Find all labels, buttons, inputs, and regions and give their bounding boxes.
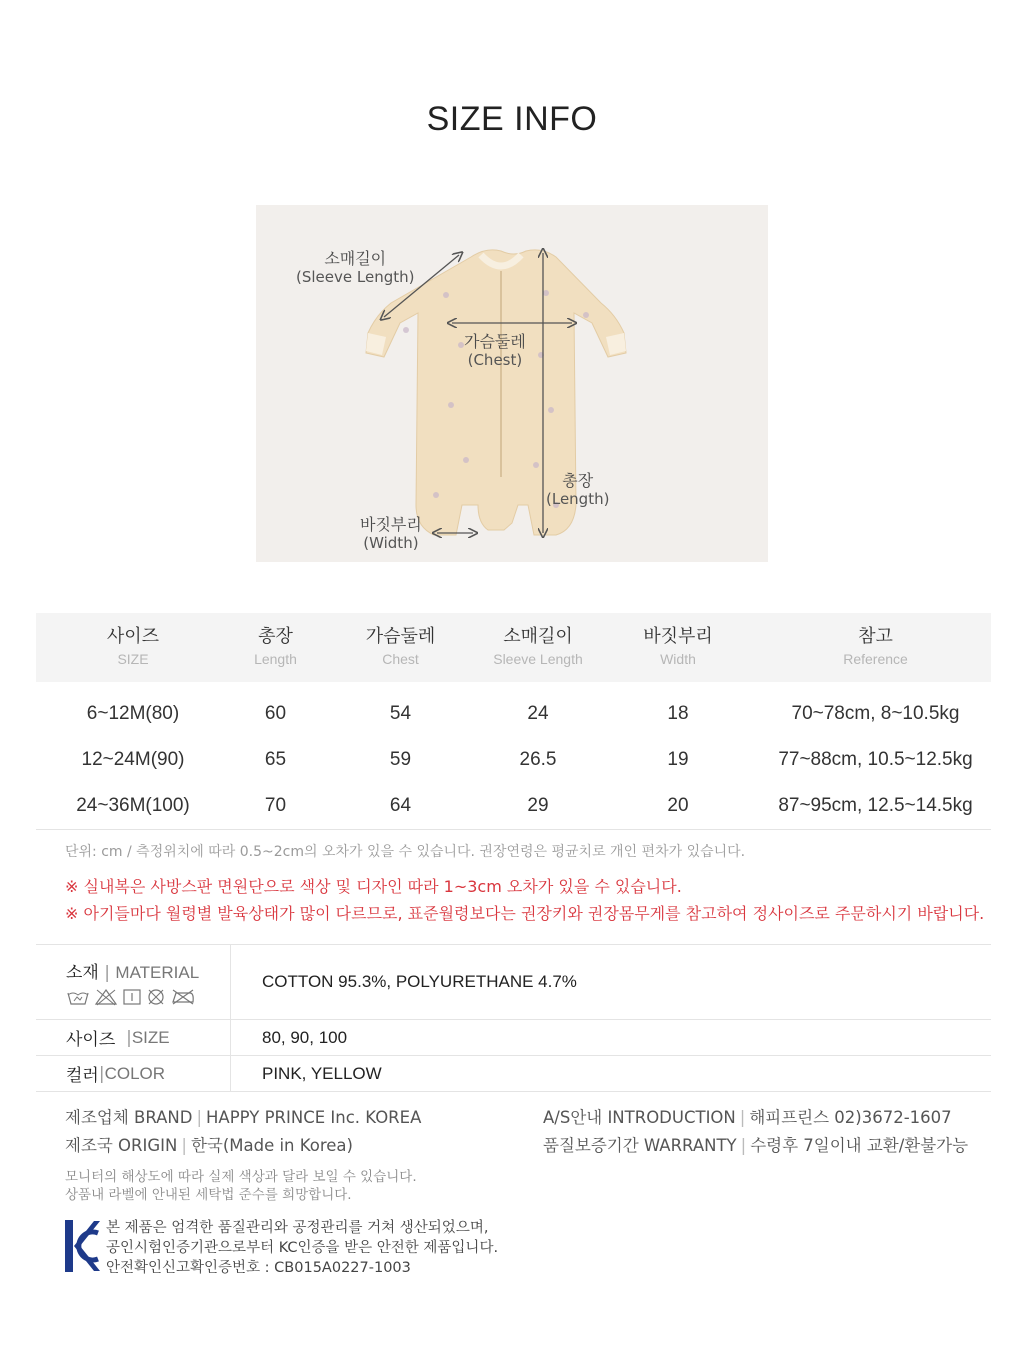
cell-chest: 64: [389, 795, 412, 816]
unit-note: 단위: cm / 측정위치에 따라 0.5~2cm의 오차가 있을 수 있습니다. 권장연령은 평균치로 개인 편차가 있습니다.: [65, 844, 746, 860]
cell-size: 24~36M(100): [76, 795, 190, 816]
cell-reference: 70~78cm, 8~10.5kg: [791, 703, 960, 724]
length-label: 총장 (Length): [546, 471, 610, 508]
cell-chest: 54: [389, 703, 412, 724]
cell-size: 12~24M(90): [81, 749, 185, 770]
size-notes: [65, 843, 995, 927]
size-table-body: [36, 682, 991, 830]
maker-info-right: [543, 1104, 968, 1160]
kc-line-1: 본 제품은 엄격한 품질관리와 공정관리를 거쳐 생산되었으며,: [106, 1220, 489, 1236]
cell-length: 60: [264, 703, 287, 724]
page-title: SIZE INFO: [426, 100, 598, 138]
table-row: [36, 783, 991, 829]
no-dryclean-icon: [146, 988, 166, 1006]
kc-statement: [106, 1218, 498, 1278]
header-reference: 참고 Reference: [843, 626, 908, 667]
color-label: 컬러 | COLOR: [36, 1056, 231, 1091]
kc-line-3: 안전확인신고확인증번호 : CB015A0227-1003: [106, 1260, 411, 1276]
size-row: [36, 1020, 991, 1056]
cell-length: 65: [264, 749, 287, 770]
header-chest: 가슴둘레 Chest: [365, 626, 436, 667]
size-diagram: [256, 205, 768, 562]
header-sleeve: 소매길이 Sleeve Length: [493, 626, 583, 667]
kc-certification-logo: [64, 1219, 100, 1273]
header-length: 총장 Length: [254, 626, 297, 667]
no-iron-icon: [170, 988, 196, 1006]
hand-wash-icon: [66, 988, 90, 1006]
as-line: A/S안내 INTRODUCTION | 해피프린스 02)3672-1607: [543, 1108, 952, 1127]
material-row: [36, 945, 991, 1020]
disclaimer-line-1: 모니터의 해상도에 따라 실제 색상과 달라 보일 수 있습니다.: [65, 1169, 417, 1185]
caution-note-1: ※ 실내복은 사방스판 면원단으로 색상 및 디자인 따라 1~3cm 오차가 있을 수 있습니다.: [65, 877, 682, 896]
size-table: [36, 613, 991, 830]
disclaimer-line-2: 상품내 라벨에 안내된 세탁법 준수를 희망합니다.: [65, 1187, 352, 1203]
material-value: COTTON 95.3%, POLYURETHANE 4.7%: [262, 972, 577, 991]
no-bleach-icon: [94, 988, 118, 1006]
sleeve-label: 소매길이 (Sleeve Length): [296, 249, 415, 286]
warranty-line: 품질보증기간 WARRANTY | 수령후 7일이내 교환/환불가능: [543, 1136, 969, 1155]
cell-width: 18: [667, 703, 689, 724]
cell-width: 20: [667, 795, 689, 816]
size-value: 80, 90, 100: [262, 1027, 348, 1047]
cell-length: 70: [264, 795, 287, 816]
header-size: 사이즈 SIZE: [106, 626, 160, 667]
material-label: 소재 | MATERIAL: [36, 945, 231, 1019]
width-label: 바짓부리 (Width): [360, 515, 422, 552]
kc-line-2: 공인시험인증기관으로부터 KC인증을 받은 안전한 제품입니다.: [106, 1240, 499, 1256]
table-row: [36, 691, 991, 737]
cell-sleeve: 29: [527, 795, 549, 816]
cell-chest: 59: [389, 749, 412, 770]
cell-reference: 87~95cm, 12.5~14.5kg: [778, 795, 973, 816]
chest-label: 가슴둘레 (Chest): [464, 332, 526, 369]
size-table-header: [36, 613, 991, 682]
product-info-table: [36, 944, 991, 1092]
size-label: 사이즈 | SIZE: [36, 1020, 231, 1055]
cell-reference: 77~88cm, 10.5~12.5kg: [778, 749, 973, 770]
cell-width: 19: [667, 749, 689, 770]
disclaimer: [65, 1168, 417, 1204]
cell-sleeve: 26.5: [519, 749, 557, 770]
color-row: [36, 1056, 991, 1092]
origin-line: 제조국 ORIGIN | 한국(Made in Korea): [65, 1136, 353, 1155]
maker-info-left: [65, 1104, 421, 1160]
cell-size: 6~12M(80): [86, 703, 180, 724]
color-value: PINK, YELLOW: [262, 1063, 382, 1083]
brand-line: 제조업체 BRAND | HAPPY PRINCE Inc. KOREA: [65, 1108, 422, 1127]
care-icons: [66, 988, 230, 1006]
cell-sleeve: 24: [527, 703, 549, 724]
table-row: [36, 737, 991, 783]
header-width: 바짓부리 Width: [643, 626, 713, 667]
tumble-dry-icon: [122, 988, 142, 1006]
caution-note-2: ※ 아기들마다 월령별 발육상태가 많이 다르므로, 표준월령보다는 권장키와 권장몸무게를 참고하여 정사이즈로 주문하시기 바랍니다.: [65, 904, 985, 923]
